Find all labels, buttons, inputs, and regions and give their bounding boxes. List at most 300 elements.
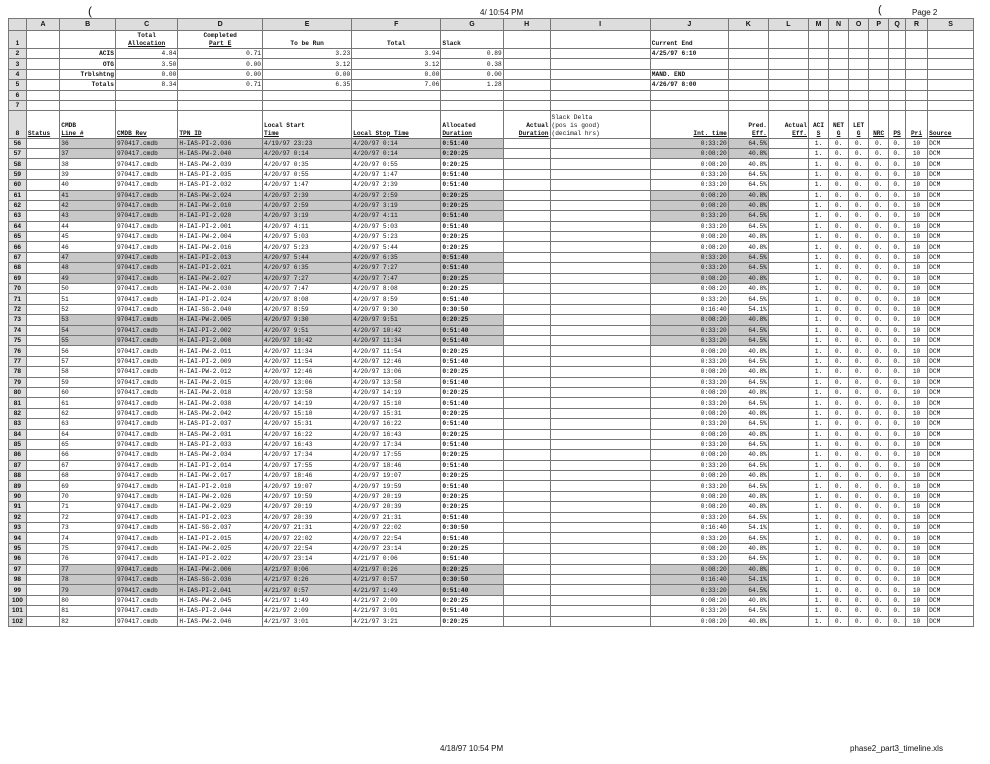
acis-cell[interactable]: 1. <box>809 273 829 283</box>
pred-eff-cell[interactable]: 64.5% <box>728 138 768 148</box>
pri-cell[interactable]: 10 <box>905 263 927 273</box>
nrc-cell[interactable]: 0. <box>869 263 889 273</box>
ps-cell[interactable]: 0. <box>889 574 906 584</box>
cmdb-line-cell[interactable]: 57 <box>60 356 116 366</box>
netg-cell[interactable]: 0. <box>829 232 849 242</box>
status-cell[interactable] <box>26 367 59 377</box>
slack-delta-cell[interactable] <box>550 159 650 169</box>
cmdb-rev-cell[interactable]: 970417.cmdb <box>115 325 177 335</box>
source-cell[interactable]: DCM <box>928 159 974 169</box>
actual-duration-cell[interactable] <box>503 294 550 304</box>
allocated-duration-cell[interactable]: 0:20:25 <box>441 200 503 210</box>
netg-cell[interactable]: 0. <box>829 616 849 626</box>
local-start-cell[interactable]: 4/21/97 3:01 <box>263 616 352 626</box>
actual-duration-cell[interactable] <box>503 263 550 273</box>
local-start-cell[interactable]: 4/20/97 4:11 <box>263 221 352 231</box>
tpn-id-cell[interactable]: H-IAS-PW-2.034 <box>178 450 263 460</box>
slack-delta-cell[interactable] <box>550 606 650 616</box>
int-time-cell[interactable]: 0:33:20 <box>650 419 728 429</box>
nrc-cell[interactable]: 0. <box>869 595 889 605</box>
source-cell[interactable]: DCM <box>928 232 974 242</box>
local-start-cell[interactable]: 4/20/97 22:02 <box>263 533 352 543</box>
letg-cell[interactable]: 0. <box>849 159 869 169</box>
cell[interactable] <box>829 100 849 110</box>
int-time-cell[interactable]: 0:08:20 <box>650 616 728 626</box>
pri-cell[interactable]: 10 <box>905 439 927 449</box>
actual-eff-cell[interactable] <box>768 554 808 564</box>
ps-cell[interactable]: 0. <box>889 190 906 200</box>
cell[interactable] <box>115 90 177 100</box>
pri-cell[interactable]: 10 <box>905 419 927 429</box>
end-date-value[interactable]: MAND. END <box>650 69 728 79</box>
ps-cell[interactable]: 0. <box>889 148 906 158</box>
netg-cell[interactable]: 0. <box>829 200 849 210</box>
source-cell[interactable]: DCM <box>928 304 974 314</box>
slack-delta-cell[interactable] <box>550 356 650 366</box>
cell[interactable] <box>178 100 263 110</box>
pri-cell[interactable]: 10 <box>905 387 927 397</box>
letg-cell[interactable]: 0. <box>849 211 869 221</box>
status-cell[interactable] <box>26 211 59 221</box>
actual-duration-cell[interactable] <box>503 481 550 491</box>
netg-cell[interactable]: 0. <box>829 346 849 356</box>
cmdb-line-cell[interactable]: 67 <box>60 460 116 470</box>
cmdb-rev-cell[interactable]: 970417.cmdb <box>115 471 177 481</box>
actual-duration-cell[interactable] <box>503 252 550 262</box>
letg-cell[interactable]: 0. <box>849 533 869 543</box>
pred-eff-cell[interactable]: 40.8% <box>728 595 768 605</box>
cmdb-rev-cell[interactable]: 970417.cmdb <box>115 387 177 397</box>
netg-cell[interactable]: 0. <box>829 387 849 397</box>
local-stop-cell[interactable]: 4/20/97 11:54 <box>352 346 441 356</box>
local-stop-cell[interactable]: 4/20/97 23:14 <box>352 543 441 553</box>
acis-cell[interactable]: 1. <box>809 481 829 491</box>
int-time-cell[interactable]: 0:33:20 <box>650 512 728 522</box>
cell[interactable] <box>550 59 650 69</box>
cell[interactable] <box>869 90 889 100</box>
slack-value[interactable]: 0.00 <box>441 69 503 79</box>
actual-duration-cell[interactable] <box>503 564 550 574</box>
cmdb-line-cell[interactable]: 74 <box>60 533 116 543</box>
source-cell[interactable]: DCM <box>928 138 974 148</box>
col-header-F[interactable]: F <box>352 19 441 31</box>
summary-label[interactable]: Totals <box>60 80 116 90</box>
tpn-id-cell[interactable]: H-IAI-PI-2.020 <box>178 211 263 221</box>
cmdb-rev-cell[interactable]: 970417.cmdb <box>115 533 177 543</box>
status-cell[interactable] <box>26 595 59 605</box>
local-start-cell[interactable]: 4/21/97 2:09 <box>263 606 352 616</box>
nrc-cell[interactable]: 0. <box>869 574 889 584</box>
allocated-duration-cell[interactable]: 0:20:25 <box>441 429 503 439</box>
cell[interactable] <box>809 59 829 69</box>
pri-cell[interactable]: 10 <box>905 148 927 158</box>
cmdb-line-cell[interactable]: 42 <box>60 200 116 210</box>
cell[interactable] <box>889 80 906 90</box>
actual-eff-cell[interactable] <box>768 294 808 304</box>
local-stop-cell[interactable]: 4/20/97 16:22 <box>352 419 441 429</box>
tpn-id-cell[interactable]: H-IAI-PW-2.004 <box>178 232 263 242</box>
status-cell[interactable] <box>26 429 59 439</box>
allocation-value[interactable]: 8.34 <box>115 80 177 90</box>
local-start-cell[interactable]: 4/20/97 15:31 <box>263 419 352 429</box>
letg-cell[interactable]: 0. <box>849 491 869 501</box>
ps-cell[interactable]: 0. <box>889 138 906 148</box>
status-cell[interactable] <box>26 304 59 314</box>
actual-duration-cell[interactable] <box>503 439 550 449</box>
ps-cell[interactable]: 0. <box>889 595 906 605</box>
local-stop-cell[interactable]: 4/20/97 0:14 <box>352 138 441 148</box>
source-cell[interactable]: DCM <box>928 533 974 543</box>
tpn-id-cell[interactable]: H-IAI-PW-2.038 <box>178 398 263 408</box>
actual-eff-cell[interactable] <box>768 616 808 626</box>
acis-cell[interactable]: 1. <box>809 159 829 169</box>
col-header-H[interactable]: H <box>503 19 550 31</box>
pri-cell[interactable]: 10 <box>905 491 927 501</box>
slack-delta-cell[interactable] <box>550 616 650 626</box>
cmdb-rev-cell[interactable]: 970417.cmdb <box>115 595 177 605</box>
local-start-cell[interactable]: 4/20/97 1:47 <box>263 180 352 190</box>
cmdb-line-cell[interactable]: 80 <box>60 595 116 605</box>
nrc-cell[interactable]: 0. <box>869 502 889 512</box>
cmdb-line-cell[interactable]: 45 <box>60 232 116 242</box>
completed-value[interactable]: 0.71 <box>178 49 263 59</box>
allocated-duration-cell[interactable]: 0:51:40 <box>441 585 503 595</box>
local-stop-cell[interactable]: 4/20/97 15:31 <box>352 408 441 418</box>
ps-cell[interactable]: 0. <box>889 335 906 345</box>
cmdb-rev-cell[interactable]: 970417.cmdb <box>115 180 177 190</box>
local-start-cell[interactable]: 4/20/97 9:51 <box>263 325 352 335</box>
actual-eff-cell[interactable] <box>768 595 808 605</box>
source-cell[interactable]: DCM <box>928 325 974 335</box>
letg-cell[interactable]: 0. <box>849 180 869 190</box>
slack-delta-cell[interactable] <box>550 294 650 304</box>
allocated-duration-cell[interactable]: 0:20:25 <box>441 190 503 200</box>
acis-cell[interactable]: 1. <box>809 450 829 460</box>
cmdb-rev-cell[interactable]: 970417.cmdb <box>115 502 177 512</box>
cmdb-line-cell[interactable]: 37 <box>60 148 116 158</box>
pred-eff-cell[interactable]: 40.8% <box>728 242 768 252</box>
pri-cell[interactable]: 10 <box>905 180 927 190</box>
cell[interactable] <box>849 49 869 59</box>
ps-cell[interactable]: 0. <box>889 304 906 314</box>
pred-eff-cell[interactable]: 40.8% <box>728 491 768 501</box>
cell[interactable] <box>905 90 927 100</box>
local-stop-cell[interactable]: 4/20/97 0:55 <box>352 159 441 169</box>
local-stop-cell[interactable]: 4/20/97 20:19 <box>352 491 441 501</box>
ps-cell[interactable]: 0. <box>889 616 906 626</box>
nrc-cell[interactable]: 0. <box>869 616 889 626</box>
ps-cell[interactable]: 0. <box>889 284 906 294</box>
actual-eff-cell[interactable] <box>768 481 808 491</box>
tpn-id-cell[interactable]: H-IAI-PI-2.021 <box>178 263 263 273</box>
status-cell[interactable] <box>26 554 59 564</box>
letg-cell[interactable]: 0. <box>849 148 869 158</box>
pred-eff-cell[interactable]: 64.5% <box>728 533 768 543</box>
cell[interactable] <box>550 49 650 59</box>
cell[interactable] <box>768 100 808 110</box>
letg-cell[interactable]: 0. <box>849 471 869 481</box>
letg-cell[interactable]: 0. <box>849 221 869 231</box>
ps-cell[interactable]: 0. <box>889 325 906 335</box>
cell[interactable] <box>26 100 59 110</box>
nrc-cell[interactable]: 0. <box>869 471 889 481</box>
cmdb-line-cell[interactable]: 49 <box>60 273 116 283</box>
nrc-cell[interactable]: 0. <box>869 481 889 491</box>
cell[interactable] <box>928 49 974 59</box>
status-cell[interactable] <box>26 273 59 283</box>
letg-cell[interactable]: 0. <box>849 408 869 418</box>
local-start-cell[interactable]: 4/20/97 8:08 <box>263 294 352 304</box>
ps-cell[interactable]: 0. <box>889 242 906 252</box>
source-cell[interactable]: DCM <box>928 367 974 377</box>
slack-delta-cell[interactable] <box>550 554 650 564</box>
netg-cell[interactable]: 0. <box>829 460 849 470</box>
actual-eff-cell[interactable] <box>768 533 808 543</box>
actual-eff-cell[interactable] <box>768 325 808 335</box>
int-time-cell[interactable]: 0:08:20 <box>650 159 728 169</box>
pred-eff-cell[interactable]: 40.8% <box>728 190 768 200</box>
cmdb-rev-cell[interactable]: 970417.cmdb <box>115 346 177 356</box>
slack-delta-cell[interactable] <box>550 523 650 533</box>
local-start-cell[interactable]: 4/20/97 11:54 <box>263 356 352 366</box>
acis-cell[interactable]: 1. <box>809 242 829 252</box>
letg-cell[interactable]: 0. <box>849 398 869 408</box>
local-start-cell[interactable]: 4/20/97 7:47 <box>263 284 352 294</box>
ps-cell[interactable]: 0. <box>889 346 906 356</box>
tpn-id-cell[interactable]: H-IAS-PW-2.046 <box>178 616 263 626</box>
cell[interactable] <box>26 90 59 100</box>
actual-eff-cell[interactable] <box>768 138 808 148</box>
cmdb-rev-cell[interactable]: 970417.cmdb <box>115 512 177 522</box>
cmdb-line-cell[interactable]: 58 <box>60 367 116 377</box>
actual-eff-cell[interactable] <box>768 263 808 273</box>
cell[interactable] <box>503 59 550 69</box>
slack-delta-cell[interactable] <box>550 138 650 148</box>
local-start-cell[interactable]: 4/20/97 3:19 <box>263 211 352 221</box>
acis-cell[interactable]: 1. <box>809 419 829 429</box>
netg-cell[interactable]: 0. <box>829 169 849 179</box>
cell[interactable] <box>352 90 441 100</box>
col-header-D[interactable]: D <box>178 19 263 31</box>
int-time-cell[interactable]: 0:08:20 <box>650 491 728 501</box>
ps-cell[interactable]: 0. <box>889 211 906 221</box>
netg-cell[interactable]: 0. <box>829 148 849 158</box>
status-cell[interactable] <box>26 387 59 397</box>
letg-cell[interactable]: 0. <box>849 523 869 533</box>
source-cell[interactable]: DCM <box>928 554 974 564</box>
cmdb-rev-cell[interactable]: 970417.cmdb <box>115 294 177 304</box>
local-start-cell[interactable]: 4/20/97 2:39 <box>263 190 352 200</box>
ps-cell[interactable]: 0. <box>889 252 906 262</box>
ps-cell[interactable]: 0. <box>889 315 906 325</box>
actual-eff-cell[interactable] <box>768 491 808 501</box>
cell[interactable] <box>905 80 927 90</box>
cmdb-line-cell[interactable]: 66 <box>60 450 116 460</box>
source-cell[interactable]: DCM <box>928 252 974 262</box>
local-start-cell[interactable]: 4/20/97 5:23 <box>263 242 352 252</box>
letg-cell[interactable]: 0. <box>849 335 869 345</box>
ps-cell[interactable]: 0. <box>889 554 906 564</box>
cell[interactable] <box>869 49 889 59</box>
cell[interactable] <box>869 80 889 90</box>
pri-cell[interactable]: 10 <box>905 294 927 304</box>
int-time-cell[interactable]: 0:33:20 <box>650 211 728 221</box>
local-stop-cell[interactable]: 4/20/97 1:47 <box>352 169 441 179</box>
actual-eff-cell[interactable] <box>768 377 808 387</box>
pri-cell[interactable]: 10 <box>905 554 927 564</box>
netg-cell[interactable]: 0. <box>829 533 849 543</box>
tpn-id-cell[interactable]: H-IAI-PW-2.016 <box>178 242 263 252</box>
cell[interactable] <box>809 80 829 90</box>
acis-cell[interactable]: 1. <box>809 491 829 501</box>
cell[interactable] <box>905 49 927 59</box>
local-start-cell[interactable]: 4/20/97 13:06 <box>263 377 352 387</box>
cell[interactable] <box>869 100 889 110</box>
nrc-cell[interactable]: 0. <box>869 367 889 377</box>
cell[interactable] <box>809 69 829 79</box>
col-header-B[interactable]: B <box>60 19 116 31</box>
cell[interactable] <box>26 69 59 79</box>
slack-delta-cell[interactable] <box>550 180 650 190</box>
slack-delta-cell[interactable] <box>550 252 650 262</box>
cell[interactable] <box>441 100 503 110</box>
status-cell[interactable] <box>26 169 59 179</box>
acis-cell[interactable]: 1. <box>809 543 829 553</box>
source-cell[interactable]: DCM <box>928 543 974 553</box>
ps-cell[interactable]: 0. <box>889 419 906 429</box>
allocated-duration-cell[interactable]: 0:20:25 <box>441 159 503 169</box>
pred-eff-cell[interactable]: 40.8% <box>728 616 768 626</box>
local-stop-cell[interactable]: 4/20/97 17:55 <box>352 450 441 460</box>
slack-delta-cell[interactable] <box>550 595 650 605</box>
letg-cell[interactable]: 0. <box>849 252 869 262</box>
slack-delta-cell[interactable] <box>550 315 650 325</box>
slack-value[interactable]: 1.28 <box>441 80 503 90</box>
allocated-duration-cell[interactable]: 0:20:25 <box>441 450 503 460</box>
local-start-cell[interactable]: 4/20/97 16:22 <box>263 429 352 439</box>
slack-delta-cell[interactable] <box>550 232 650 242</box>
int-time-cell[interactable]: 0:08:20 <box>650 387 728 397</box>
ps-cell[interactable]: 0. <box>889 169 906 179</box>
netg-cell[interactable]: 0. <box>829 211 849 221</box>
cmdb-line-cell[interactable]: 73 <box>60 523 116 533</box>
ps-cell[interactable]: 0. <box>889 533 906 543</box>
slack-delta-cell[interactable] <box>550 148 650 158</box>
cmdb-rev-cell[interactable]: 970417.cmdb <box>115 169 177 179</box>
source-cell[interactable]: DCM <box>928 273 974 283</box>
status-cell[interactable] <box>26 419 59 429</box>
local-start-cell[interactable]: 4/20/97 5:44 <box>263 252 352 262</box>
local-stop-cell[interactable]: 4/20/97 4:11 <box>352 211 441 221</box>
tpn-id-cell[interactable]: H-IAS-PI-2.041 <box>178 585 263 595</box>
slack-delta-cell[interactable] <box>550 284 650 294</box>
pred-eff-cell[interactable]: 64.5% <box>728 221 768 231</box>
local-stop-cell[interactable]: 4/20/97 22:54 <box>352 533 441 543</box>
cmdb-rev-cell[interactable]: 970417.cmdb <box>115 554 177 564</box>
ps-cell[interactable]: 0. <box>889 263 906 273</box>
slack-delta-cell[interactable] <box>550 450 650 460</box>
letg-cell[interactable]: 0. <box>849 304 869 314</box>
slack-delta-cell[interactable] <box>550 273 650 283</box>
acis-cell[interactable]: 1. <box>809 232 829 242</box>
letg-cell[interactable]: 0. <box>849 232 869 242</box>
pri-cell[interactable]: 10 <box>905 616 927 626</box>
actual-eff-cell[interactable] <box>768 419 808 429</box>
tpn-id-cell[interactable]: H-IAS-PW-2.040 <box>178 148 263 158</box>
pri-cell[interactable]: 10 <box>905 429 927 439</box>
local-start-cell[interactable]: 4/20/97 20:19 <box>263 502 352 512</box>
actual-duration-cell[interactable] <box>503 367 550 377</box>
netg-cell[interactable]: 0. <box>829 263 849 273</box>
pred-eff-cell[interactable]: 64.5% <box>728 377 768 387</box>
cmdb-line-cell[interactable]: 68 <box>60 471 116 481</box>
local-start-cell[interactable]: 4/20/97 17:34 <box>263 450 352 460</box>
cmdb-rev-cell[interactable]: 970417.cmdb <box>115 543 177 553</box>
cmdb-rev-cell[interactable]: 970417.cmdb <box>115 419 177 429</box>
local-start-cell[interactable]: 4/20/97 0:14 <box>263 148 352 158</box>
nrc-cell[interactable]: 0. <box>869 346 889 356</box>
status-cell[interactable] <box>26 315 59 325</box>
letg-cell[interactable]: 0. <box>849 377 869 387</box>
cell[interactable] <box>60 100 116 110</box>
tpn-id-cell[interactable]: H-IAS-PW-2.024 <box>178 190 263 200</box>
netg-cell[interactable]: 0. <box>829 159 849 169</box>
nrc-cell[interactable]: 0. <box>869 294 889 304</box>
status-cell[interactable] <box>26 325 59 335</box>
letg-cell[interactable]: 0. <box>849 460 869 470</box>
nrc-cell[interactable]: 0. <box>869 169 889 179</box>
source-cell[interactable]: DCM <box>928 200 974 210</box>
local-start-cell[interactable]: 4/21/97 0:57 <box>263 585 352 595</box>
cell[interactable] <box>178 90 263 100</box>
source-cell[interactable]: DCM <box>928 439 974 449</box>
source-cell[interactable]: DCM <box>928 595 974 605</box>
cmdb-rev-cell[interactable]: 970417.cmdb <box>115 242 177 252</box>
source-cell[interactable]: DCM <box>928 460 974 470</box>
actual-duration-cell[interactable] <box>503 232 550 242</box>
int-time-cell[interactable]: 0:16:40 <box>650 574 728 584</box>
local-start-cell[interactable]: 4/21/97 1:49 <box>263 595 352 605</box>
cell[interactable] <box>809 49 829 59</box>
cmdb-line-cell[interactable]: 79 <box>60 585 116 595</box>
slack-delta-cell[interactable] <box>550 481 650 491</box>
cell[interactable] <box>768 49 808 59</box>
ps-cell[interactable]: 0. <box>889 159 906 169</box>
actual-eff-cell[interactable] <box>768 523 808 533</box>
tpn-id-cell[interactable]: H-IAI-PW-2.017 <box>178 471 263 481</box>
cmdb-line-cell[interactable]: 50 <box>60 284 116 294</box>
cmdb-rev-cell[interactable]: 970417.cmdb <box>115 481 177 491</box>
slack-delta-cell[interactable] <box>550 564 650 574</box>
actual-eff-cell[interactable] <box>768 398 808 408</box>
int-time-cell[interactable]: 0:08:20 <box>650 564 728 574</box>
acis-cell[interactable]: 1. <box>809 346 829 356</box>
slack-delta-cell[interactable] <box>550 367 650 377</box>
source-cell[interactable]: DCM <box>928 398 974 408</box>
ps-cell[interactable]: 0. <box>889 356 906 366</box>
source-cell[interactable]: DCM <box>928 221 974 231</box>
netg-cell[interactable]: 0. <box>829 190 849 200</box>
actual-eff-cell[interactable] <box>768 606 808 616</box>
local-stop-cell[interactable]: 4/20/97 19:07 <box>352 471 441 481</box>
col-header-P[interactable]: P <box>869 19 889 31</box>
letg-cell[interactable]: 0. <box>849 595 869 605</box>
actual-eff-cell[interactable] <box>768 574 808 584</box>
pred-eff-cell[interactable]: 64.5% <box>728 294 768 304</box>
status-cell[interactable] <box>26 585 59 595</box>
allocated-duration-cell[interactable]: 0:51:40 <box>441 211 503 221</box>
allocated-duration-cell[interactable]: 0:51:40 <box>441 180 503 190</box>
